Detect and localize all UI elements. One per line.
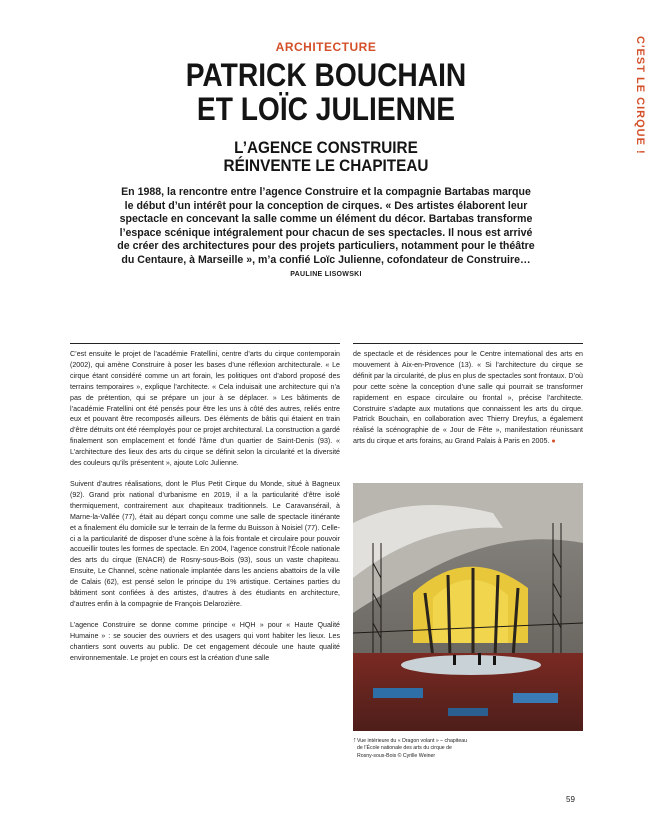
body-paragraph: C’est ensuite le projet de l’académie Fratellini, centre d’arts du cirque contemporain (2002), qui amène Construire à poser les bases d’une réflexion architecturale. « Le cirque étant considéré comme un art forain, les politiques ont d’abord proposé des terrains temporaires », explique l’architecte. « Cela induisait une architecture qui n’a pas de prétention, qui se prépare un jour à se déplacer. » Les bâtiments de l’académie Fratellini ont été pensés pour être les uns à côté des autres, reliés entre eux et pouvant être recomposés ailleurs. Des éléments de bâtis qui étaient en train d’être détruits ont été réemployés pour ce projet architectural. La construction a gardé finalement son emplacement et fondé l’âme d’un quartier de Saint-Denis (93). « L’architecture des lieux des arts du cirque se définit selon la circularité et la diversité des couleurs qu’ils présentent », ajoute Loïc Julienne. (70, 350, 340, 468)
subheadline-line-1: L’AGENCE CONSTRUIRE (234, 138, 418, 157)
circus-tent-photo (353, 483, 583, 731)
photo-illustration (353, 483, 583, 731)
headline-line-1: PATRICK BOUCHAIN (185, 57, 467, 93)
subheadline (33, 139, 620, 175)
arrow-up-icon: ↑ (353, 737, 357, 744)
body-paragraph: Suivent d’autres réalisations, dont le Plus Petit Cirque du Monde, situé à Bagneux (92). Grand prix national d’urbanisme en 2019, il a la particularité d’être isolé thermiquement, contrairement aux chapiteaux traditionnels. Le Caravansérail, à Marne-la-Vallée (77), était au départ conçu comme une salle de spectacle itinérante et a finalement élu domicile sur le terrain de la ferme du Buisson à Noisiel (77). Celle-ci a la particularité de disposer d’une scène à la fois frontale et circulaire pour pouvoir accueillir toutes les formes de spectacle. En 2004, l’agence construit l’École nationale des arts du cirque (ENACR) de Rosny-sous-Bois (93), sous un vaste chapiteau. Ensuite, Le Channel, scène nationale implantée dans les anciens abattoirs de la ville de Calais (62), est pensé selon le principe du 1% artistique. Certaines parties du bâtiment sont confiées à des artistes, d’autres à des étudiants en architecture, d’autres enfin à la compagnie de François Delarozière. (70, 479, 340, 608)
body-text: de spectacle et de résidences pour le Centre international des arts en mouvement à Aix-en-Provence (13). « Si l’architecture du cirque se définit par la circularité, de plus en plus de spectacles sont frontaux. D’où pour cette scène la conception d’une salle qui pourrait se transformer rapidement en espace circulaire ou frontal », précise l’architecte. Construire s’adapte aux mutations que connaissent les arts du cirque. Patrick Bouchain, en collaboration avec Thierry Dreyfus, a également réalisé la scénographie de « Jour de Fête », manifestation réunissant arts du cirque et arts forains, au Grand Palais à Paris en 2005. (353, 350, 583, 446)
author-byline: PAULINE LISOWSKI (290, 271, 362, 278)
lede-paragraph (116, 186, 536, 282)
left-column (70, 349, 340, 673)
subheadline-line-2: RÉINVENTE LE CHAPITEAU (223, 156, 429, 175)
headline (39, 58, 613, 126)
section-kicker: ARCHITECTURE (275, 40, 377, 54)
body-paragraph: L’agence Construire se donne comme principe « HQH » pour « Haute Qualité Humaine » : se soucier des ouvriers et des usagers qui vont habiter les lieux. Les chantiers sont ouverts au public. De cet engagement découle une haute qualité environnementale. Le projet en cours est la création d’une salle (70, 620, 340, 662)
right-column-rule (353, 343, 583, 344)
left-column-rule (70, 343, 340, 344)
headline-line-2: ET LOÏC JULIENNE (196, 91, 456, 127)
end-mark-icon: ● (551, 437, 556, 446)
page-number: 59 (566, 795, 575, 804)
caption-text: Vue intérieure du « Dragon volant » – chapiteau de l’École nationale des arts du cirque de Rosny-sous-Bois © Cyrille Weiner (357, 738, 467, 759)
body-paragraph (353, 349, 583, 447)
photo-caption (353, 737, 467, 760)
lede-text: En 1988, la rencontre entre l’agence Construire et la compagnie Bartabas marque le début d’un intérêt pour la conception de cirques. « Des artistes élaborent leur spectacle en concevant la salle comme un élément du décor. Bartabas transforme l’espace scénique intégralement pour chacun de ses spectacles. Il nous est arrivé de créer des architectures pour des projets particuliers, notamment pour le théâtre du Centaure, à Marseille », m’a confié Loïc Julienne, cofondateur de Construire… (117, 186, 535, 266)
section-side-tag: C'EST LE CIRQUE ! (634, 36, 646, 155)
right-column (353, 349, 583, 457)
